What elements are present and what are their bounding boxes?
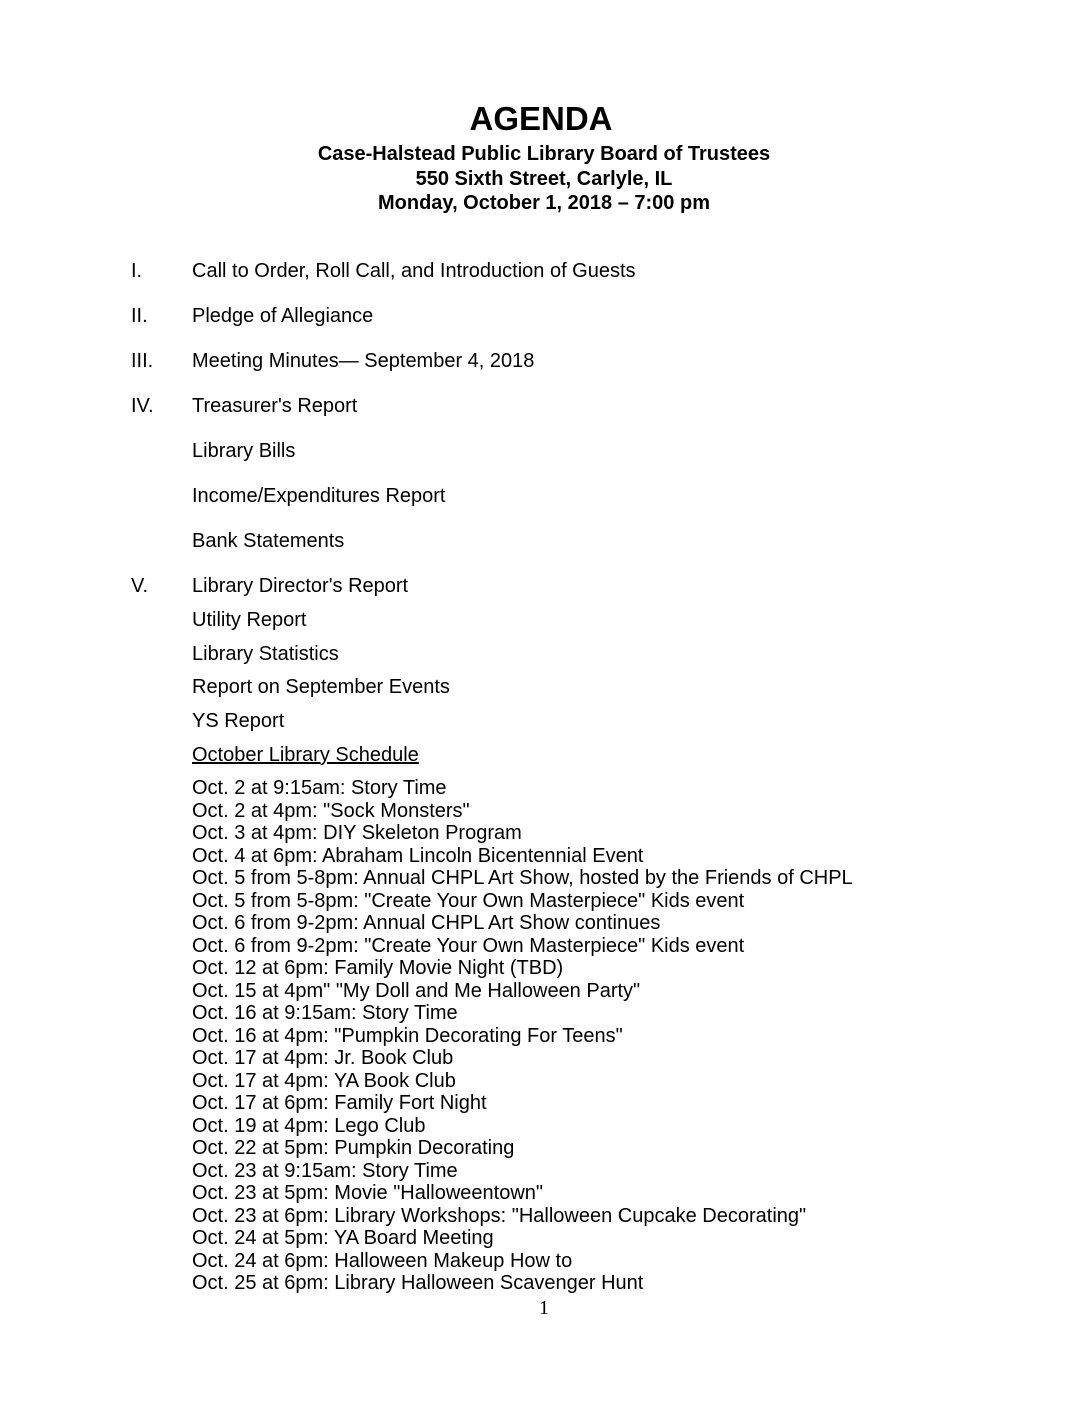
schedule-item: Oct. 24 at 6pm: Halloween Makeup How to	[192, 1249, 573, 1272]
schedule-item: Oct. 16 at 9:15am: Story Time	[192, 1002, 458, 1024]
schedule-item: Oct. 24 at 5pm: YA Board Meeting	[192, 1227, 494, 1249]
treasurer-subitem: Bank Statements	[192, 530, 345, 552]
schedule-item: Oct. 23 at 6pm: Library Workshops: "Halloween Cupcake Decorating"	[192, 1204, 807, 1227]
schedule-item: Oct. 12 at 6pm: Family Movie Night (TBD)	[192, 957, 564, 979]
director-subitem: Utility Report	[192, 609, 307, 631]
treasurer-subitem: Income/Expenditures Report	[192, 485, 446, 507]
schedule-heading: October Library Schedule	[192, 744, 419, 766]
schedule-item: Oct. 5 from 5-8pm: "Create Your Own Masterpiece" Kids event	[192, 889, 745, 912]
agenda-numeral: I.	[131, 260, 143, 282]
agenda-numeral: II.	[131, 305, 148, 327]
schedule-item: Oct. 17 at 6pm: Family Fort Night	[192, 1092, 487, 1114]
agenda-numeral: III.	[131, 350, 154, 372]
page-number: 1	[539, 1297, 549, 1319]
schedule-item: Oct. 2 at 4pm: "Sock Monsters"	[192, 799, 470, 822]
schedule-item: Oct. 6 from 9-2pm: Annual CHPL Art Show continues	[192, 912, 661, 934]
schedule-item: Oct. 17 at 4pm: Jr. Book Club	[192, 1047, 454, 1069]
board-name: Case-Halstead Public Library Board of Trustees	[317, 143, 771, 165]
schedule-item: Oct. 17 at 4pm: YA Book Club	[192, 1069, 456, 1092]
page-title: AGENDA	[469, 100, 613, 137]
agenda-header	[0, 96, 1088, 216]
agenda-item-text: Meeting Minutes— September 4, 2018	[192, 350, 535, 372]
agenda-numeral: IV.	[131, 395, 154, 417]
agenda-item-text: Pledge of Allegiance	[192, 305, 374, 327]
director-subitem: YS Report	[192, 710, 285, 732]
treasurer-subitem: Library Bills	[192, 440, 296, 462]
schedule-item: Oct. 23 at 9:15am: Story Time	[192, 1159, 458, 1182]
schedule-item: Oct. 5 from 5-8pm: Annual CHPL Art Show, hosted by the Friends of CHPL	[192, 867, 853, 889]
meeting-date: Monday, October 1, 2018 – 7:00 pm	[378, 192, 710, 214]
agenda-item-text: Library Director's Report	[192, 575, 409, 597]
director-subitem: Library Statistics	[192, 643, 339, 665]
agenda-numeral: V.	[131, 575, 149, 597]
schedule-item: Oct. 23 at 5pm: Movie "Halloweentown"	[192, 1182, 544, 1204]
agenda-item-text: Treasurer's Report	[192, 395, 358, 417]
schedule-item: Oct. 16 at 4pm: "Pumpkin Decorating For Teens"	[192, 1024, 623, 1047]
schedule-item: Oct. 22 at 5pm: Pumpkin Decorating	[192, 1137, 515, 1159]
agenda-item-text: Call to Order, Roll Call, and Introduction of Guests	[192, 260, 636, 282]
schedule-item: Oct. 6 from 9-2pm: "Create Your Own Masterpiece" Kids event	[192, 934, 745, 957]
schedule-item: Oct. 19 at 4pm: Lego Club	[192, 1114, 426, 1137]
schedule-list	[192, 777, 853, 1295]
schedule-item: Oct. 4 at 6pm: Abraham Lincoln Bicentennial Event	[192, 844, 644, 867]
schedule-item: Oct. 15 at 4pm" "My Doll and Me Halloween Party"	[192, 979, 641, 1002]
schedule-item: Oct. 25 at 6pm: Library Halloween Scavenger Hunt	[192, 1272, 644, 1294]
director-subitem: Report on September Events	[192, 676, 450, 698]
schedule-item: Oct. 3 at 4pm: DIY Skeleton Program	[192, 822, 522, 844]
address: 550 Sixth Street, Carlyle, IL	[415, 167, 673, 190]
schedule-item: Oct. 2 at 9:15am: Story Time	[192, 777, 447, 799]
